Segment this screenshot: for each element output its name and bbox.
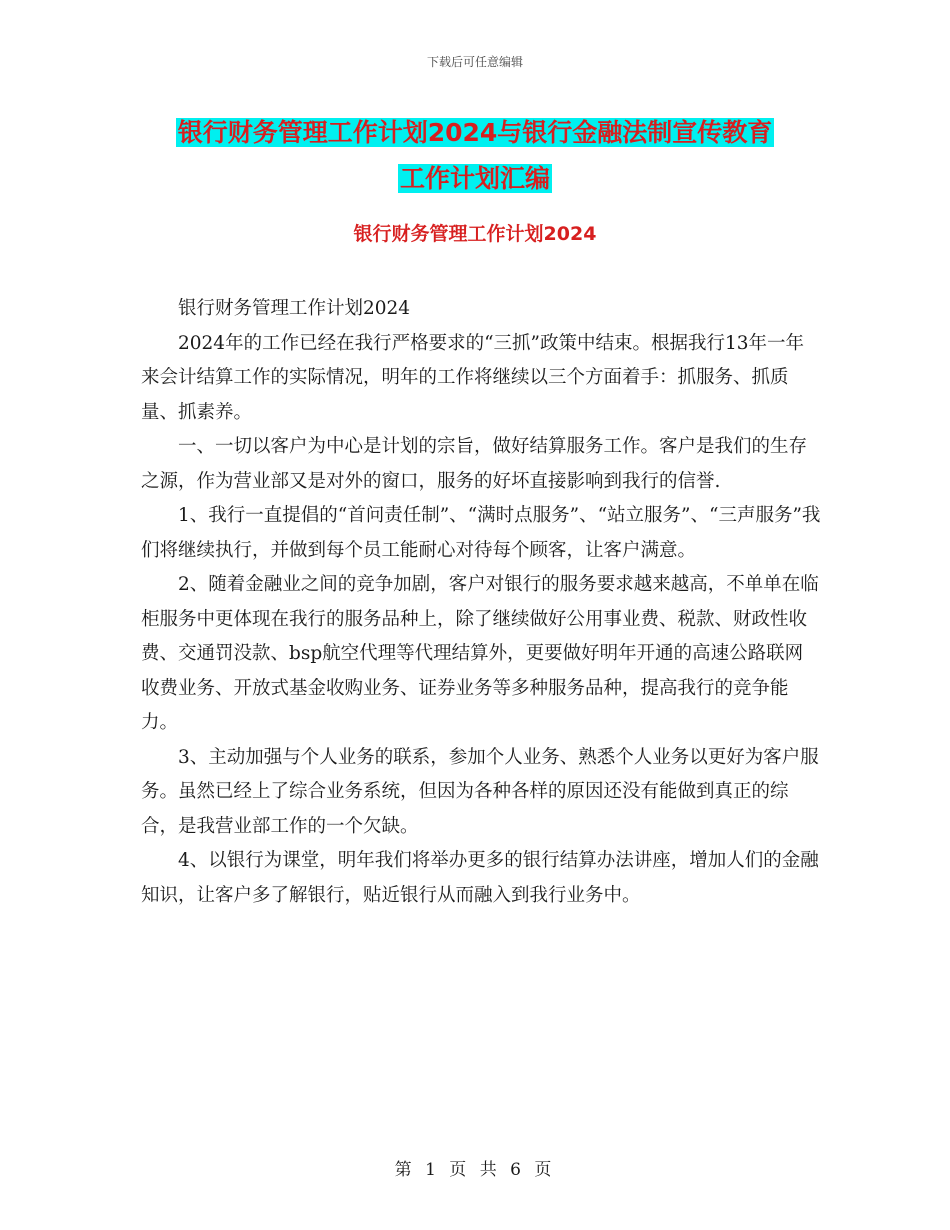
page-header-note: 下载后可任意编辑: [426, 55, 523, 69]
paragraph: 1、我行一直提倡的“首问责任制”、“满时点服务”、“站立服务”、“三声服务”我们将继续执行，并做到每个员工能耐心对待每个顾客，让客户满意。: [141, 505, 821, 561]
paragraph: 一、一切以客户为中心是计划的宗旨，做好结算服务工作。客户是我们的生存之源，作为营业部又是对外的窗口，服务的好坏直接影响到我行的信誉.: [141, 436, 808, 492]
document-title: [0, 110, 950, 202]
document-title-line-2: 工作计划汇编: [399, 164, 550, 193]
document-title-line-1: 银行财务管理工作计划2024与银行金融法制宣传教育: [177, 118, 773, 147]
page-number: 第 1 页 共 6 页: [394, 1160, 556, 1180]
paragraph: 2024年的工作已经在我行严格要求的“三抓”政策中结束。根据我行13年一年来会计结算工作的实际情况，明年的工作将继续以三个方面着手：抓服务、抓质量、抓素养。: [141, 332, 805, 423]
section-title: 银行财务管理工作计划2024: [353, 223, 597, 245]
paragraph: 银行财务管理工作计划2024: [178, 298, 411, 319]
paragraph: 4、以银行为课堂，明年我们将举办更多的银行结算办法讲座，增加人们的金融知识，让客户多了解银行，贴近银行从而融入到我行业务中。: [141, 850, 819, 906]
document-body: [141, 292, 821, 913]
paragraph: 3、主动加强与个人业务的联系，参加个人业务、熟悉个人业务以更好为客户服务。虽然已经上了综合业务系统，但因为各种各样的原因还没有能做到真正的综合，是我营业部工作的一个欠缺。: [141, 746, 819, 837]
paragraph: 2、随着金融业之间的竞争加剧，客户对银行的服务要求越来越高，不单单在临柜服务中更体现在我行的服务品种上，除了继续做好公用事业费、税款、财政性收费、交通罚没款、bsp航空代理等代理结算外，更要做好明年开通的高速公路联网收费业务、开放式基金收购业务、证券业务等多种服务品种，提高我行的竞争能力。: [141, 574, 819, 733]
